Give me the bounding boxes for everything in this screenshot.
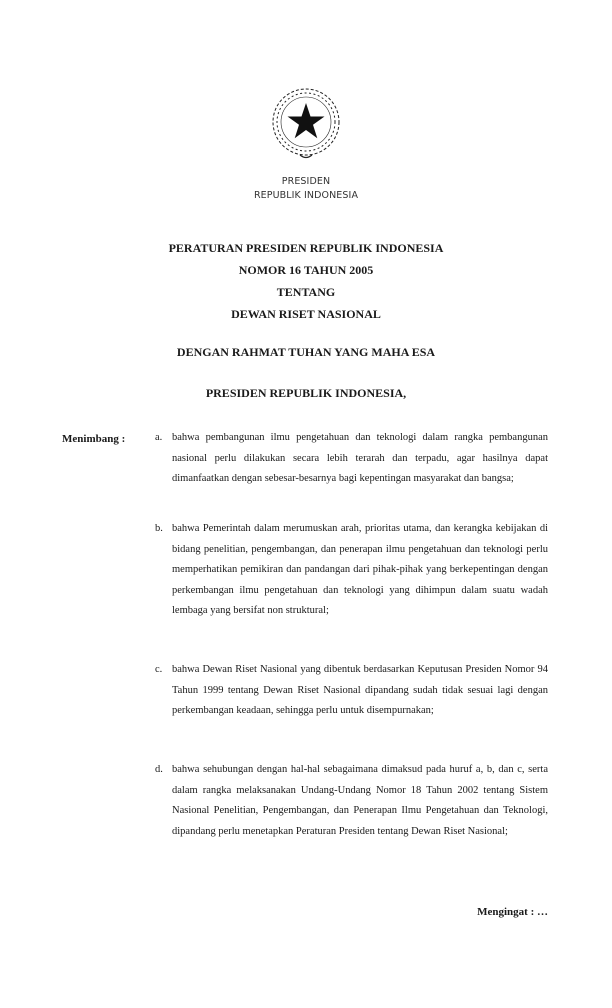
presidential-emblem-icon [268, 86, 344, 162]
menimbang-label: Menimbang : [62, 433, 126, 445]
item-letter: b. [155, 523, 163, 534]
regulation-about: TENTANG [276, 285, 336, 299]
letterhead-line-2: REPUBLIK INDONESIA [253, 190, 359, 201]
item-text: bahwa Dewan Riset Nasional yang dibentuk berdasarkan Keputusan Presiden Nomor 94 Tahun 1999 tentang Dewan Riset Nasional dipandang sudah tidak sesuai lagi dengan perkembangan keadaan, sehingga perlu untuk disempurnakan; [172, 664, 548, 716]
consideration-item-c [155, 660, 548, 722]
item-text: bahwa pembangunan ilmu pengetahuan dan teknologi dalam rangka pembangunan nasional perlu dilakukan secara lebih terarah dan terpadu, agar hasilnya dapat dimanfaatkan dengan sebesar-besarnya bagi kepentingan masyarakat dan bangsa; [172, 432, 548, 484]
letterhead-line-1: PRESIDEN [281, 176, 331, 187]
regulation-number: NOMOR 16 TAHUN 2005 [238, 263, 374, 277]
issuer: PRESIDEN REPUBLIK INDONESIA, [205, 386, 407, 400]
consideration-item-b [155, 519, 548, 622]
consideration-item-a [155, 428, 548, 490]
item-letter: d. [155, 764, 163, 775]
item-letter: c. [155, 664, 163, 675]
item-letter: a. [155, 432, 163, 443]
invocation: DENGAN RAHMAT TUHAN YANG MAHA ESA [176, 345, 436, 359]
continuation-marker: Mengingat : … [477, 906, 548, 918]
regulation-title: PERATURAN PRESIDEN REPUBLIK INDONESIA [168, 241, 444, 255]
item-text: bahwa Pemerintah dalam merumuskan arah, prioritas utama, dan kerangka kebijakan di bidang penelitian, pengembangan, dan penerapan ilmu pengetahuan dan teknologi perlu memperhatikan pemikiran dan pandangan dari pihak-pihak yang berkepentingan dengan perkembangan ilmu pengetahuan dan teknologi yang dihimpun dalam suatu wadah lembaga yang bersifat non struktural; [172, 523, 548, 616]
regulation-subject: DEWAN RISET NASIONAL [231, 307, 381, 321]
consideration-item-d [155, 760, 548, 842]
item-text: bahwa sehubungan dengan hal-hal sebagaimana dimaksud pada huruf a, b, dan c, serta dalam rangka melaksanakan Undang-Undang Nomor 18 Tahun 2002 tentang Sistem Nasional Penelitian, Pengembangan, dan Penerapan Ilmu Pengetahuan dan Teknologi, dipandang perlu menetapkan Peraturan Presiden tentang Dewan Riset Nasional; [172, 764, 548, 837]
